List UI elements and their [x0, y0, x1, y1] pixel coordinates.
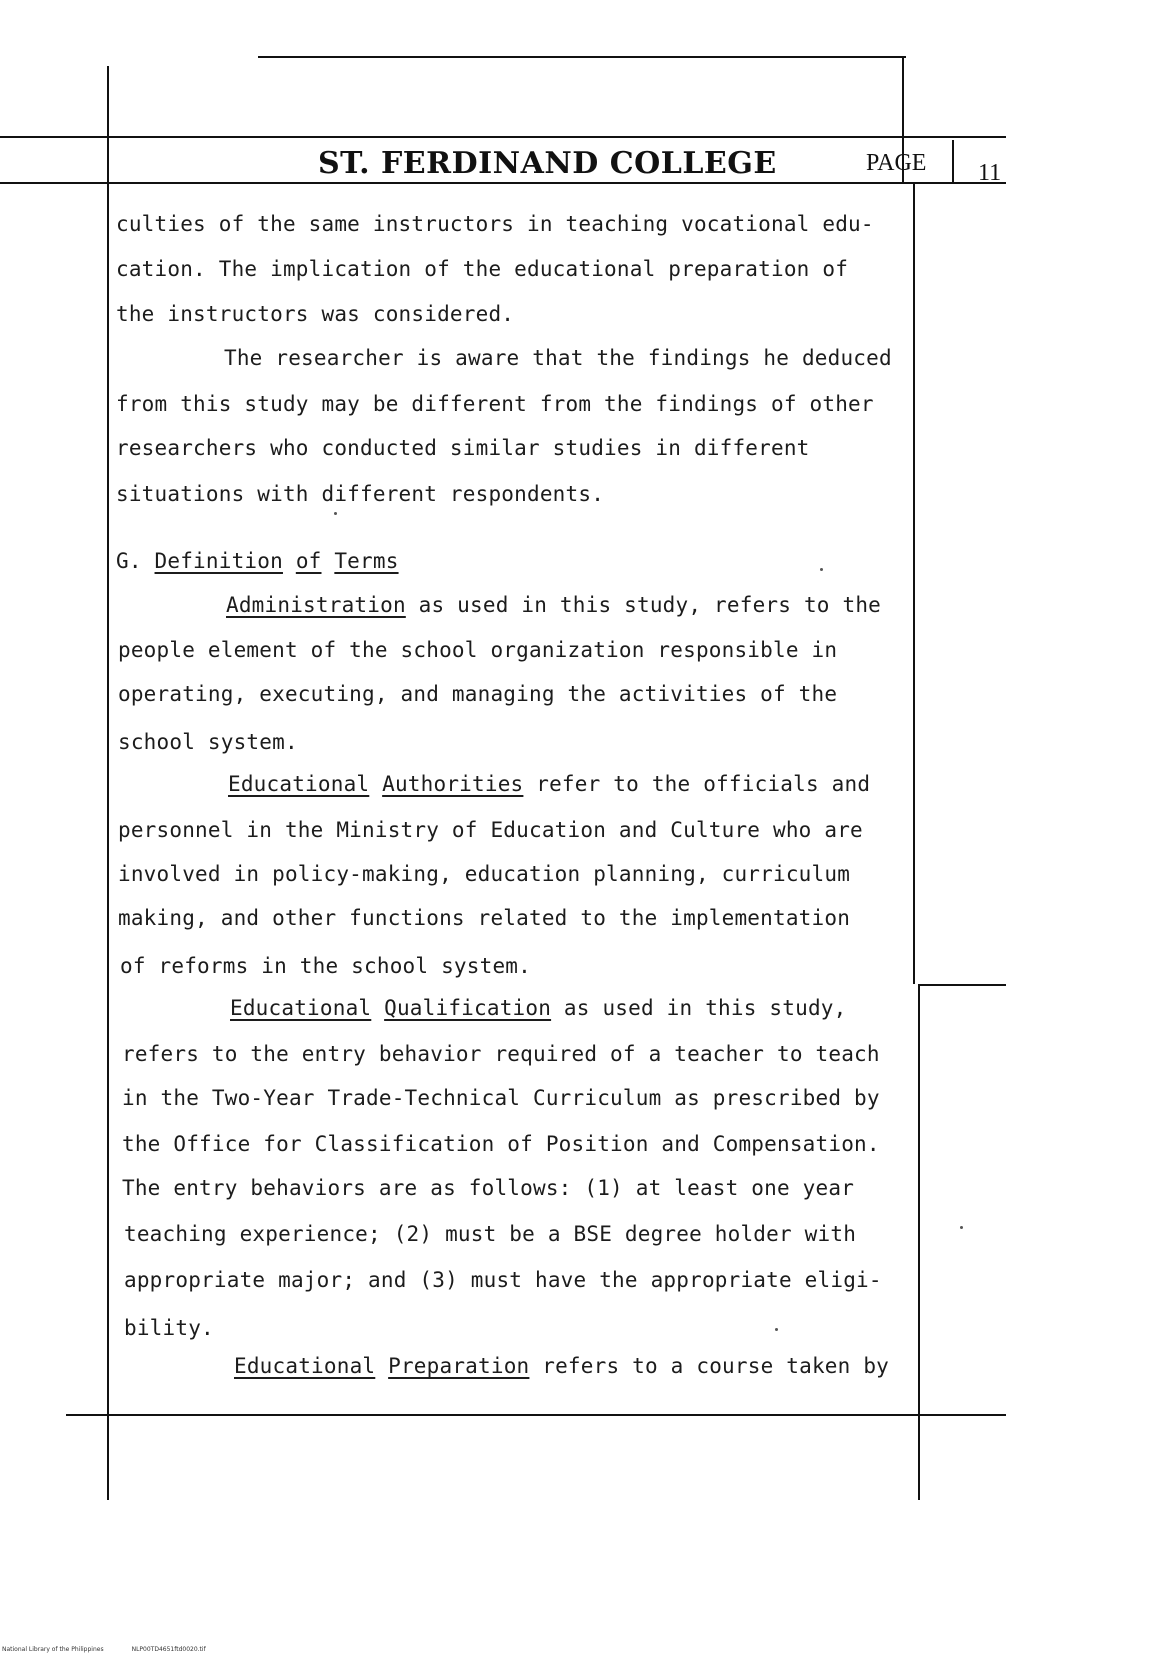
text-line: personnel in the Ministry of Education and Culture who are — [118, 818, 863, 842]
page-number: 11 — [978, 160, 1002, 186]
definition-text: refer to the officials and — [523, 772, 871, 796]
top-rule — [258, 56, 906, 58]
term-word: Educational — [228, 772, 370, 796]
text-line: involved in policy-making, education planning, curriculum — [118, 862, 851, 886]
header-top-rule — [0, 136, 1006, 138]
section-title-word: of — [295, 549, 322, 573]
text-line: bility. — [124, 1316, 214, 1340]
text-line: making, and other functions related to the implementation — [118, 906, 851, 930]
definition-educational-qualification — [230, 996, 846, 1020]
definition-text: as used in this study, — [551, 996, 847, 1020]
footer-library: National Library of the Philippines — [2, 1646, 104, 1653]
definition-text: as used in this study, refers to the — [405, 593, 882, 617]
definition-text: refers to a course taken by — [529, 1354, 890, 1378]
definition-educational-preparation — [234, 1354, 889, 1378]
text-line: cation. The implication of the educational preparation of — [116, 257, 849, 281]
text-line: in the Two-Year Trade-Technical Curriculum as prescribed by — [122, 1086, 880, 1110]
scan-speck — [960, 1226, 963, 1229]
section-title-word: Definition — [154, 549, 283, 573]
text-line: The entry behaviors are as follows: (1) at least one year — [122, 1176, 855, 1200]
term-word: Educational — [234, 1354, 376, 1378]
college-name: ST. FERDINAND COLLEGE — [318, 146, 777, 181]
text-line: the instructors was considered. — [116, 302, 515, 326]
text-line: situations with different respondents. — [116, 482, 605, 506]
text-line: refers to the entry behavior required of a teacher to teach — [122, 1042, 880, 1066]
page-label: PAGE — [866, 150, 927, 176]
text-line: from this study may be different from the findings of other — [116, 392, 874, 416]
scan-footer — [2, 1646, 206, 1653]
term-word: Qualification — [384, 996, 552, 1020]
text-line: people element of the school organization responsible in — [118, 638, 838, 662]
term-word: Preparation — [388, 1354, 530, 1378]
text-line: appropriate major; and (3) must have the appropriate eligi- — [124, 1268, 882, 1292]
mid-right-rule — [918, 984, 1006, 986]
section-heading — [116, 549, 399, 573]
text-line: school system. — [118, 730, 298, 754]
right-margin-rule-lower — [918, 984, 920, 1500]
term-word: Authorities — [382, 772, 524, 796]
scan-speck — [334, 512, 337, 515]
term-administration: Administration — [226, 593, 406, 617]
text-line: culties of the same instructors in teaching vocational edu- — [116, 212, 874, 236]
header-bottom-rule — [0, 182, 1006, 184]
scan-speck — [775, 1328, 778, 1331]
footer-file: NLP00TD4651ftd0020.tif — [131, 1646, 206, 1653]
text-line: The researcher is aware that the findings he deduced — [224, 346, 892, 370]
page-box-divider — [952, 140, 954, 184]
text-line: teaching experience; (2) must be a BSE degree holder with — [124, 1222, 857, 1246]
text-line: of reforms in the school system. — [120, 954, 531, 978]
right-margin-rule-mid — [913, 184, 915, 984]
section-prefix: G. — [116, 549, 142, 573]
definition-educational-authorities — [228, 772, 870, 796]
scan-speck — [820, 568, 823, 571]
text-line: the Office for Classification of Position and Compensation. — [122, 1132, 880, 1156]
bottom-rule — [66, 1414, 1006, 1416]
text-line: operating, executing, and managing the activities of the — [118, 682, 838, 706]
definition-administration — [226, 593, 881, 617]
term-word: Educational — [230, 996, 372, 1020]
text-line: researchers who conducted similar studies in different — [116, 436, 810, 460]
left-margin-rule — [107, 66, 109, 1500]
section-title-word: Terms — [334, 549, 399, 573]
